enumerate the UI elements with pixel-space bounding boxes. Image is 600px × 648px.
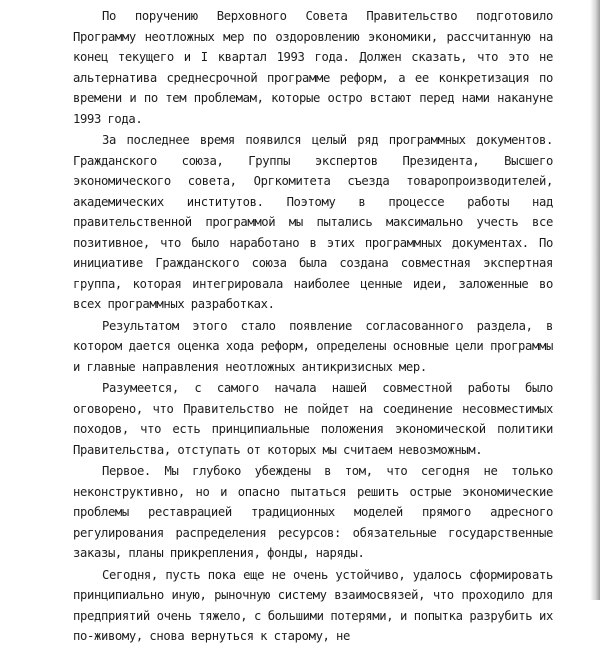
paragraph-5: Первое. Мы глубоко убеждены в том, что сегодня не только неконструктивно, но и опасно пытаться решить острые экономические проблемы реставрацией традиционных моделей прямого адресного регулирования распределения ресурсов: обязательные государственные заказы, планы прикрепления, фонды, наряды. (73, 464, 553, 560)
paragraph-4: Разумеется, с самого начала нашей совместной работы было оговорено, что Правительство не пойдет на соединение несовместимых походов, что есть принципиальные положения экономической политики Правительства, отступать от которых мы считаем невозможным. (73, 381, 553, 457)
document-body (73, 6, 553, 648)
paragraph-2: За последнее время появился целый ряд программных документов. Гражданского союза, Группы экспертов Президента, Высшего экономического совета, Оргкомитета съезда товаропроизводителей, академических институтов. Поэтому в процессе работы над правительственной программой мы пытались максимально учесть все позитивное, что было наработано в этих программных документах. По инициативе Гражданского союза была создана совместная экспертная группа, которая интегрировала наиболее ценные идеи, заложенные во всех программных разработках. (73, 133, 553, 311)
paragraph-1: По поручению Верховного Совета Правительство подготовило Программу неотложных мер по оздоровлению экономики, рассчитанную на конец текущего и I квартал 1993 года. Должен сказать, что это не альтернатива среднесрочной программе реформ, а ее конкретизация по времени и по тем проблемам, которые остро встают перед нами накануне 1993 года. (73, 9, 553, 126)
paragraph-6: Сегодня, пусть пока еще не очень устойчиво, удалось сформировать принципиально иную, рыночную систему взаимосвязей, что проходило для предприятий очень тяжело, с большими потерями, и попытка разрубить их по-живому, снова вернуться к старому, не (73, 567, 553, 643)
page-edge-shadow (590, 0, 600, 600)
paragraph-3: Результатом этого стало появление согласованного раздела, в котором дается оценка хода реформ, определены основные цели программы и главные направления неотложных антикризисных мер. (73, 318, 553, 374)
